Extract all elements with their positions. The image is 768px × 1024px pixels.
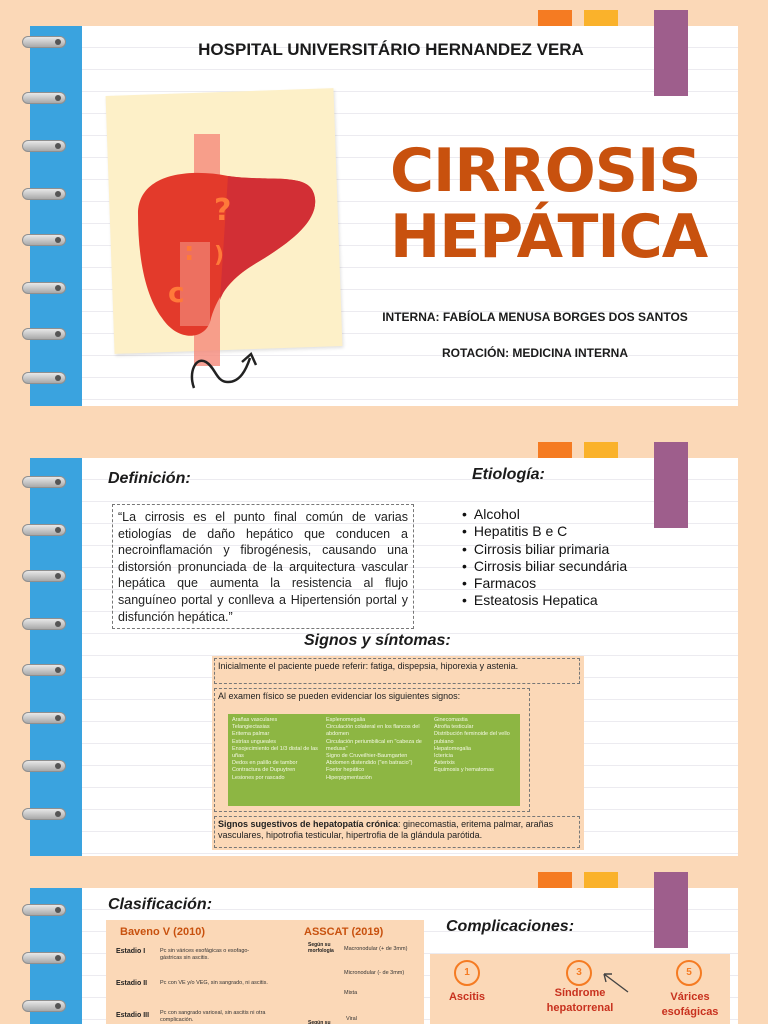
intern-name: INTERNA: FABÍOLA MENUSA BORGES DOS SANTOS (382, 310, 688, 324)
list-item: Esplenomegalia (326, 717, 366, 723)
list-item: Ensojecimiento del 1/3 distal de las uñas (232, 745, 318, 760)
classification-card (58, 888, 738, 1024)
list-item: Estrías ungueales (232, 738, 277, 745)
cover-card (58, 26, 738, 406)
asscat-item: Viral (346, 1016, 357, 1022)
asscat-label: Según su morfología (308, 942, 334, 954)
stage-label: Estadio I (116, 948, 146, 955)
definition-text: “La cirrosis es el punto final común de varias etiologías de daño hepático que conducen a necroinflamación y fibrogénesis, causando una distorsión pronunciada de la arquitectura vascular hepática que aumenta la resistencia al flujo sanguíneo portal y conlleva a Hipertensión portal y disfunción hepática.” (112, 504, 414, 629)
number-badge: 3 (566, 960, 592, 986)
asscat-item: Micronodular (- de 3mm) (344, 970, 405, 976)
signs-col-1 (232, 717, 322, 782)
complications-panel (430, 954, 730, 1024)
tab-orange (538, 10, 572, 26)
spiral-ring (22, 1000, 66, 1012)
spiral-ring (22, 618, 66, 630)
stage-text: Pc sin várices esofágicas o esofago-gástricas sin ascitis. (160, 948, 250, 961)
spiral-ring (22, 712, 66, 724)
spiral-ring (22, 476, 66, 488)
bookmark (654, 872, 688, 948)
page-title (390, 136, 708, 272)
etiology-list (462, 506, 627, 610)
svg-text::: : (184, 237, 195, 267)
rotation: ROTACIÓN: MEDICINA INTERNA (442, 346, 628, 360)
tab-yellow (584, 872, 618, 888)
stage-text: Pc con VE y/o VEG, sin sangrado, ni ascitis. (160, 980, 268, 986)
spiral-ring (22, 808, 66, 820)
spiral-ring (22, 952, 66, 964)
list-item: Equimosis y hematomas (434, 767, 494, 774)
svg-text:): ) (214, 243, 225, 268)
list-item: Signo de Cruveilhier-Baumgarten (326, 753, 408, 760)
spiral-ring (22, 92, 66, 104)
list-item: • Alcohol (462, 506, 627, 523)
spiral-ring (22, 234, 66, 246)
list-item: Hepatomegalia (434, 745, 471, 752)
number-badge: 1 (454, 960, 480, 986)
signs-heading: Signos y síntomas: (304, 632, 451, 649)
chronic-signs (214, 816, 580, 848)
hospital-name: HOSPITAL UNIVERSITÁRIO HERNANDEZ VERA (198, 40, 584, 59)
tab-orange (538, 442, 572, 458)
notebook-spine (30, 26, 82, 406)
stage-label: Estadio III (116, 1012, 150, 1019)
list-item: • Farmacos (462, 575, 627, 592)
spiral-ring (22, 904, 66, 916)
chronic-text: : ginecomastia, eritema palmar, arañas vasculares, hipotrofia testicular, hipertrofia de la glándula parótida. (218, 819, 554, 840)
complication-label: Várices esofágicas (661, 991, 719, 1018)
baveno-title: Baveno V (2010) (120, 926, 205, 938)
tab-orange (538, 872, 572, 888)
asscat-item: Mixta (344, 990, 358, 996)
initial-symptoms: Inicialmente el paciente puede referir: fatiga, dispepsia, hiporexia y astenia. (214, 658, 580, 684)
bookmark (654, 442, 688, 528)
signs-col-3 (434, 717, 518, 775)
number-badge: 5 (676, 960, 702, 986)
info-card (58, 458, 738, 856)
spiral-ring (22, 36, 66, 48)
etiology-heading: Etiología: (472, 466, 545, 483)
svg-text:?: ? (214, 193, 232, 228)
stage-label: Estadio II (116, 980, 148, 987)
spiral-ring (22, 570, 66, 582)
definition-heading: Definición: (108, 470, 191, 487)
asscat-label: Según su (308, 1020, 331, 1024)
list-item: Lesiones por rascado (232, 774, 285, 781)
complication-label: Ascitis (448, 991, 486, 1003)
tab-yellow (584, 10, 618, 26)
list-item: Atrofia testicular (434, 724, 474, 731)
list-item: Asterixis (434, 760, 455, 767)
list-item: Foetor hepático (326, 767, 365, 774)
liver-icon (118, 134, 338, 374)
squiggle-arrow-icon (188, 348, 268, 392)
spiral-ring (22, 282, 66, 294)
list-item: • Cirrosis biliar secundária (462, 558, 627, 575)
list-item: • Esteatosis Hepatica (462, 592, 627, 609)
spiral-ring (22, 140, 66, 152)
list-item: Ictericia (434, 753, 453, 760)
spiral-ring (22, 372, 66, 384)
spiral-ring (22, 328, 66, 340)
tab-yellow (584, 442, 618, 458)
stage-text: Pc con sangrado variceal, sin ascitis ni otra complicación. (160, 1010, 266, 1023)
list-item: Eritema palmar (232, 731, 270, 738)
list-item: Contractura de Dupuytren (232, 767, 296, 774)
list-item: Ginecomastia (434, 717, 468, 723)
signs-panel (212, 656, 584, 850)
bookmark (654, 10, 688, 96)
chronic-label: Signos sugestivos de hepatopatía crónica (218, 819, 399, 829)
asscat-item: Macronodular (+ de 3mm) (344, 946, 408, 952)
list-item: Telangiectasias (232, 724, 270, 731)
complications-heading: Complicaciones: (446, 918, 575, 935)
signs-grid (228, 714, 520, 806)
list-item: Arañas vasculares (232, 717, 278, 723)
list-item: Dedos en palillo de tambor (232, 760, 298, 767)
signs-col-2 (326, 717, 428, 782)
list-item: • Hepatitis B e C (462, 523, 627, 540)
spiral-ring (22, 760, 66, 772)
classification-table (106, 920, 424, 1024)
list-item: Hiperpigmentación (326, 774, 372, 781)
exam-intro: Al examen físico se pueden evidenciar los siguientes signos: (218, 691, 461, 701)
spiral-ring (22, 524, 66, 536)
complication-label: Síndrome hepatorrenal (546, 987, 614, 1014)
spiral-ring (22, 664, 66, 676)
svg-text:c: c (168, 276, 185, 309)
notebook-spine (30, 458, 82, 856)
title-line-2: HEPÁTICA (390, 202, 708, 272)
spiral-ring (22, 188, 66, 200)
asscat-title: ASSCAT (2019) (304, 926, 384, 938)
list-item: • Cirrosis biliar primaria (462, 541, 627, 558)
list-item: Circulación periumbilical en "cabeza de medusa" (326, 738, 422, 752)
title-line-1: CIRROSIS (390, 136, 701, 206)
classification-heading: Clasificación: (108, 896, 213, 913)
list-item: Distribución feminoide del vello pubiano (434, 731, 510, 745)
list-item: Abdomen distendido ("en batracio") (326, 760, 413, 767)
list-item: Circulación colateral en los flancos del abdomen (326, 724, 420, 738)
